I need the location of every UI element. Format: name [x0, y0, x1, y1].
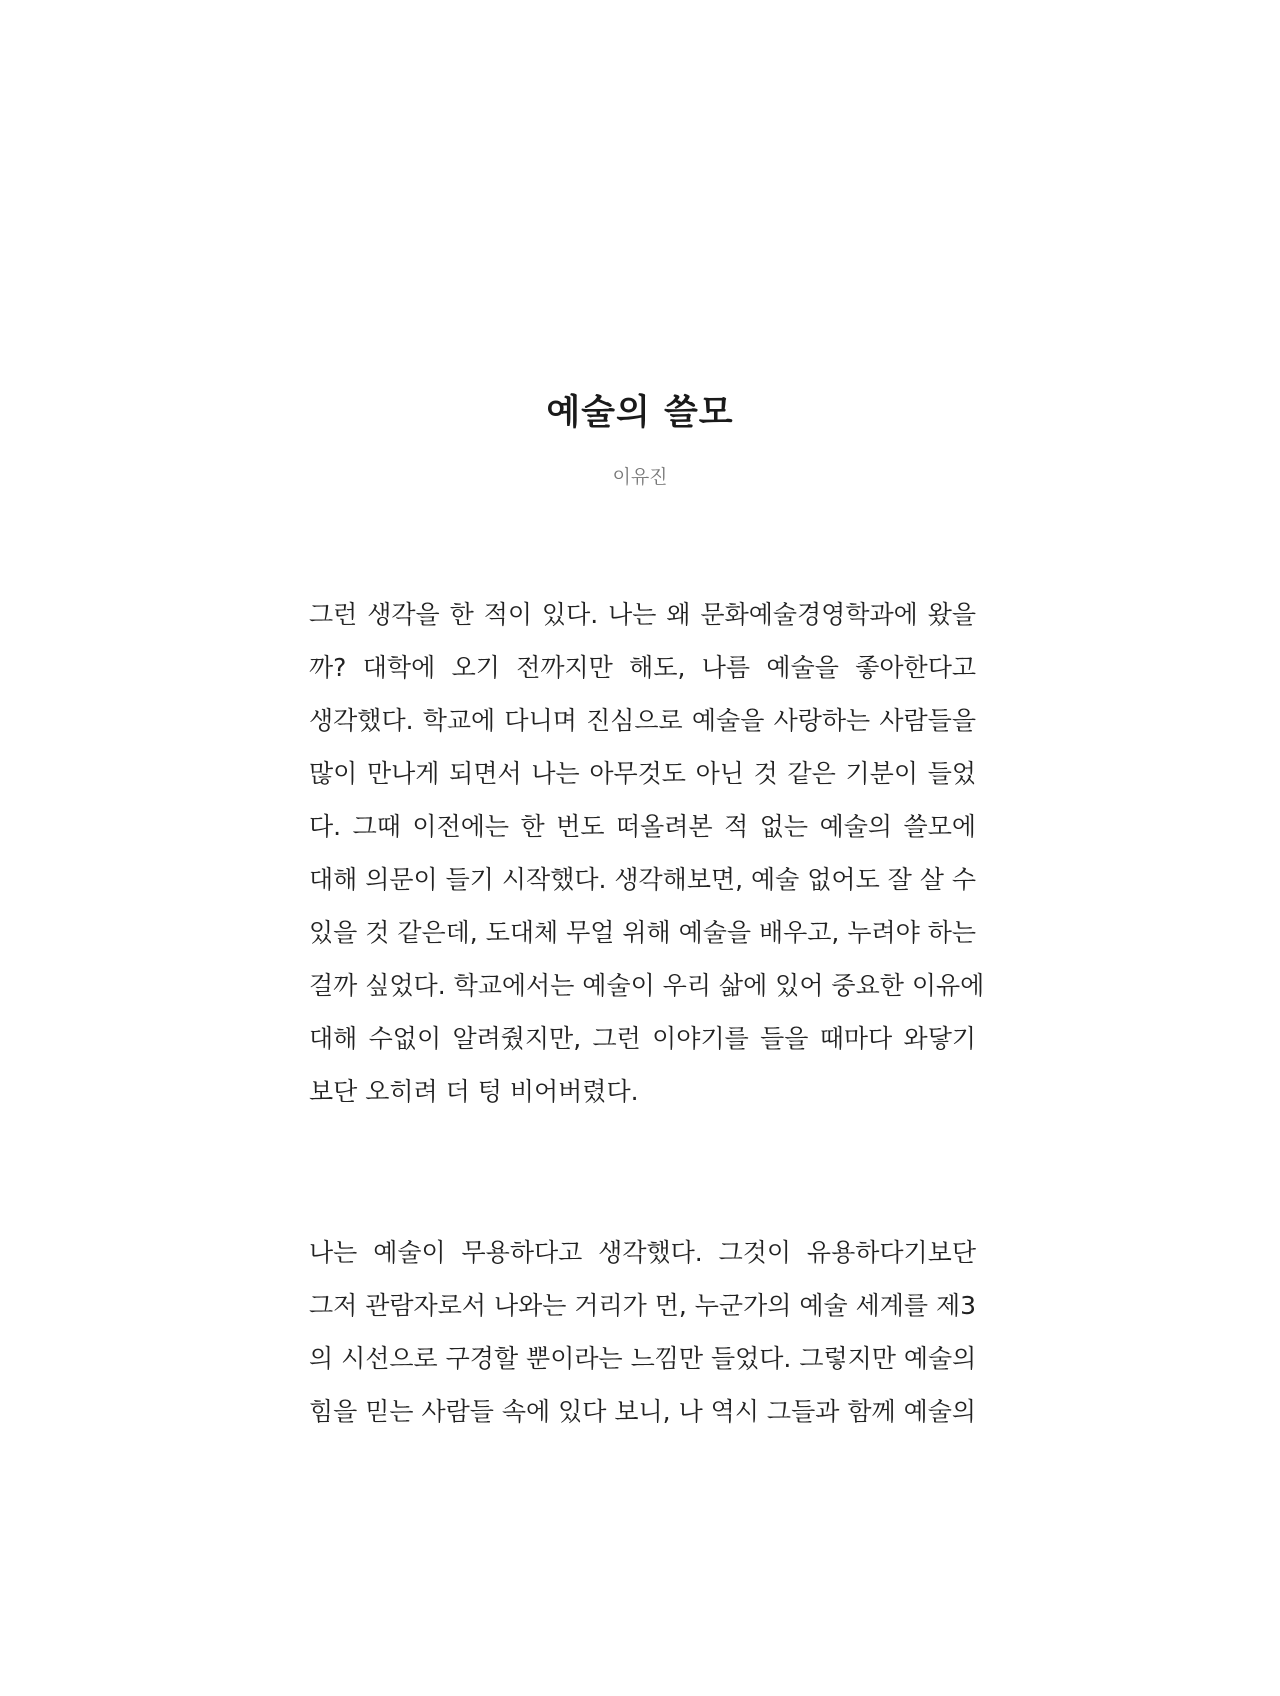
text-line: 대해 의문이 들기 시작했다. 생각해보면, 예술 없어도 잘 살 수 — [309, 865, 977, 894]
text-line: 있을 것 같은데, 도대체 무얼 위해 예술을 배우고, 누려야 하는 — [309, 918, 977, 947]
text-line: 많이 만나게 되면서 나는 아무것도 아닌 것 같은 기분이 들었 — [309, 759, 976, 788]
text-line: 보단 오히려 더 텅 비어버렸다. — [309, 1077, 639, 1106]
paragraph-2 — [309, 1226, 976, 1438]
text-line: 걸까 싶었다. 학교에서는 예술이 우리 삶에 있어 중요한 이유에 — [309, 971, 985, 1000]
page-title: 예술의 쓸모 — [546, 393, 734, 433]
text-line: 까? 대학에 오기 전까지만 해도, 나름 예술을 좋아한다고 — [309, 653, 976, 682]
text-line: 대해 수없이 알려줬지만, 그런 이야기를 들을 때마다 와닿기 — [309, 1024, 976, 1053]
text-line: 그런 생각을 한 적이 있다. 나는 왜 문화예술경영학과에 왔을 — [309, 600, 976, 629]
text-line: 나는 예술이 무용하다고 생각했다. 그것이 유용하다기보단 — [309, 1238, 976, 1267]
text-line: 다. 그때 이전에는 한 번도 떠올려본 적 없는 예술의 쓸모에 — [309, 812, 976, 841]
paragraph-1 — [309, 588, 985, 1118]
text-line: 생각했다. 학교에 다니며 진심으로 예술을 사랑하는 사람들을 — [309, 706, 976, 735]
text-line: 힘을 믿는 사람들 속에 있다 보니, 나 역시 그들과 함께 예술의 — [309, 1397, 977, 1426]
author-name: 이유진 — [612, 466, 668, 488]
text-line: 의 시선으로 구경할 뿐이라는 느낌만 들었다. 그렇지만 예술의 — [309, 1344, 977, 1373]
text-line: 그저 관람자로서 나와는 거리가 먼, 누군가의 예술 세계를 제3 — [309, 1291, 977, 1320]
